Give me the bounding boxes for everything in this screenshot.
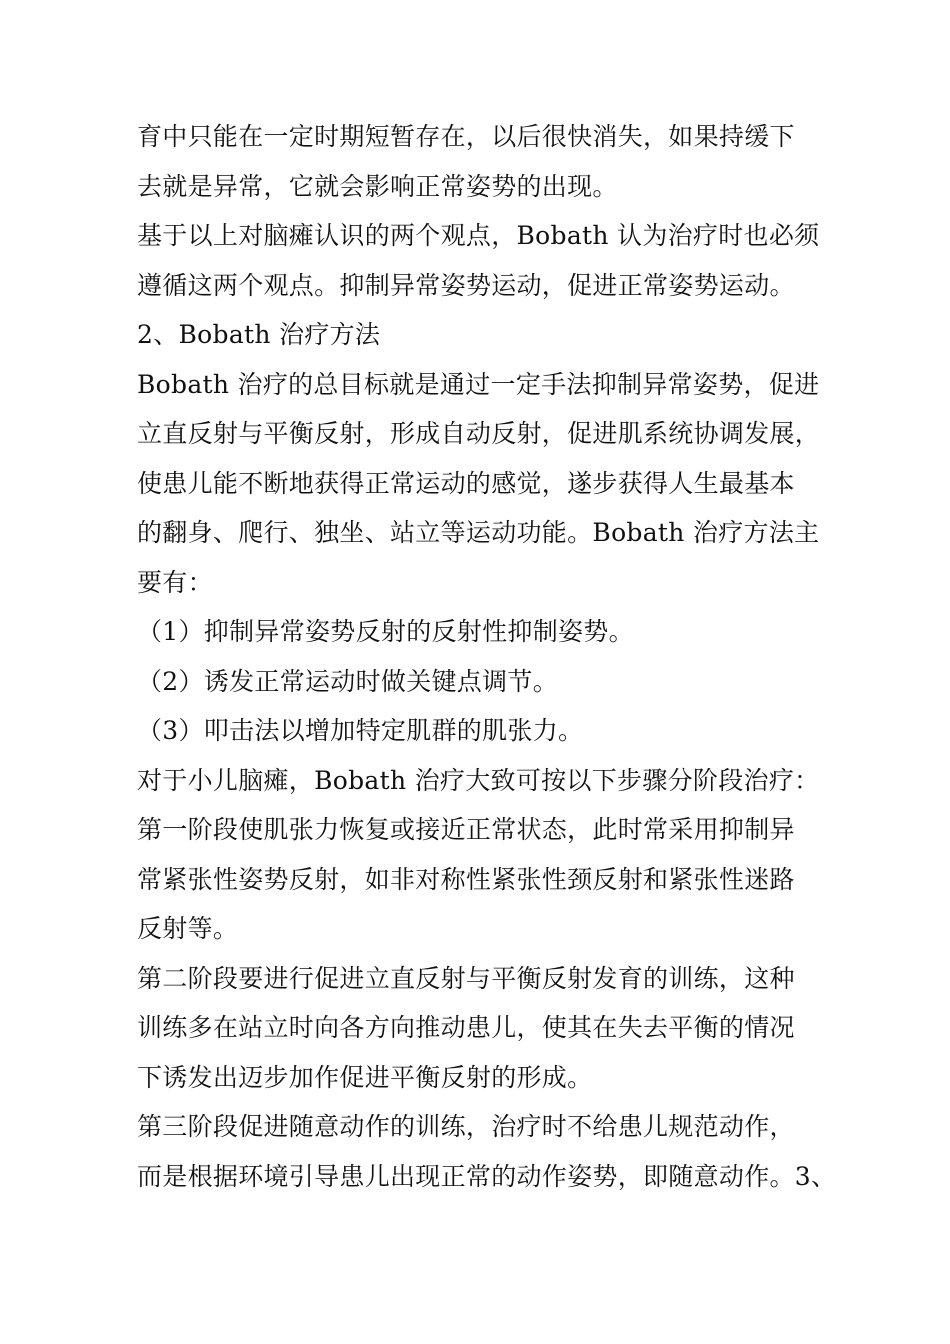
text-line: 立直反射与平衡反射，形成自动反射，促进肌系统协调发展， xyxy=(137,419,821,448)
text-line: 反射等。 xyxy=(137,914,239,943)
text-line: 去就是异常，它就会影响正常姿势的出现。 xyxy=(137,171,618,201)
section-heading: 2、Bobath 治疗方法 xyxy=(137,320,381,349)
text-line: 第一阶段使肌张力恢复或接近正常状态，此时常采用抑制异 xyxy=(137,815,795,844)
text-line: 下诱发出迈步加作促进平衡反射的形成。 xyxy=(137,1062,593,1092)
text-line: 而是根据环境引导患儿出现正常的动作姿势，即随意动作。3、 xyxy=(137,1161,837,1191)
text-line: 对于小儿脑瘫，Bobath 治疗大致可按以下步骤分阶段治疗： xyxy=(137,765,820,795)
text-line: 遵循这两个观点。抑制异常姿势运动，促进正常姿势运动。 xyxy=(137,270,795,300)
text-line: 使患儿能不断地获得正常运动的感觉，遂步获得人生最基本 xyxy=(137,468,795,498)
list-item: （1）抑制异常姿势反射的反射性抑制姿势。 xyxy=(137,617,634,646)
text-line: 基于以上对脑瘫认识的两个观点，Bobath 认为治疗时也必须 xyxy=(137,221,820,250)
list-item: （3）叩击法以增加特定肌群的肌张力。 xyxy=(137,716,584,745)
text-line: 训练多在站立时向各方向推动患儿，使其在失去平衡的情况 xyxy=(137,1013,795,1042)
list-item: （2）诱发正常运动时做关键点调节。 xyxy=(137,666,559,696)
body-text xyxy=(137,112,837,1201)
text-line: 常紧张性姿势反射，如非对称性紧张性颈反射和紧张性迷路 xyxy=(137,864,795,894)
text-line: 的翻身、爬行、独坐、站立等运动功能。Bobath 治疗方法主 xyxy=(137,518,820,547)
text-line: 育中只能在一定时期短暂存在，以后很快消失，如果持缓下 xyxy=(137,122,795,151)
text-line: 第二阶段要进行促进立直反射与平衡反射发育的训练，这种 xyxy=(137,963,795,993)
text-line: 第三阶段促进随意动作的训练，治疗时不给患儿规范动作， xyxy=(137,1112,795,1141)
text-line: Bobath 治疗的总目标就是通过一定手法抑制异常姿势，促进 xyxy=(137,369,820,399)
text-line: 要有： xyxy=(137,567,213,597)
